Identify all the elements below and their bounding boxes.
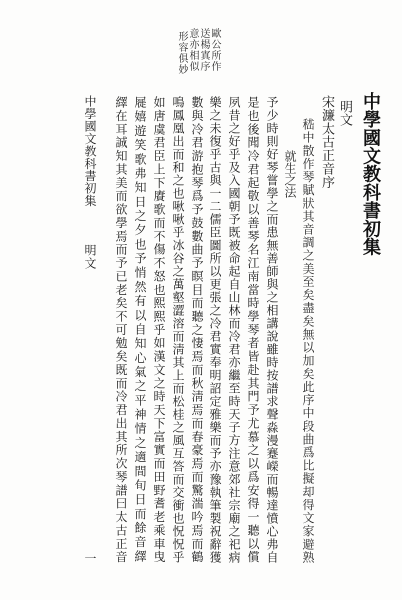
top-note-column: 送楊寘序: [198, 28, 209, 72]
body-column: 夙昔之好乎及入國朝予既被命起自山林而冷君亦繼至時天子方注意郊社宗廟之祀病: [227, 96, 241, 564]
annotation-column: 嵇中散作琴賦狀其音調之美至矣盡矣無以加矣此序中段曲爲比擬却得文家避熟: [301, 118, 315, 564]
annotation-column: 就生之法: [283, 150, 297, 198]
body-column: 繹在耳誠知其美而欲學焉而予已老矣不可勉矣既而冷君出其所次琴譜曰太古正音: [114, 96, 128, 564]
body-column: 如唐虞君臣上下賡歌而不傷不怒也熙熙乎如漢文之時天下富實而田野耆老乘車曳: [152, 96, 166, 564]
body-column: 鳴鳳凰出而和之也啾啾乎冰谷之萬壑澀溶而淸其上而松桂之風互答而交衝也怳怳乎: [171, 96, 185, 564]
body-column: 予少時則好琴嘗學之而患無善師與之相講說雖時按譜求聲淼漫蹇嶸而暢達憤心弗自: [265, 96, 279, 564]
top-note-column: 歐公所作: [209, 28, 220, 72]
margin-book-title: 中學國文教科書初集: [83, 95, 97, 207]
essay-title: 宋濂太古正音序: [320, 95, 335, 189]
margin-section: 明文: [83, 244, 97, 270]
section-label: 明文: [338, 100, 353, 126]
book-title: 中學國文教科書初集: [361, 92, 381, 256]
page-number: 一: [83, 552, 97, 564]
body-column: 屣嬉遊笑歌弗知日之夕也予悄然有以自知心氣之平神情之適間旬日而餘音繹: [133, 96, 147, 564]
body-column: 數與冷君游抱琴爲予鼓數曲予瞑目而聽之悽焉而秋淸焉而春豪焉而驚湍吟焉而鶴: [190, 96, 204, 564]
top-note-column: 形容俱妙: [176, 31, 187, 75]
top-note-column: 意亦相似: [187, 28, 198, 72]
body-column: 是也後聞冷君起敬以善琴名江南當時學琴者皆赴其門予尤慕之以爲安得一聽以償: [246, 96, 260, 564]
body-column: 樂之未復乎古與一二儒臣圖所以更張之冷君實奉明詔定雅樂而予亦豫執筆製祝辭獲: [208, 96, 222, 564]
